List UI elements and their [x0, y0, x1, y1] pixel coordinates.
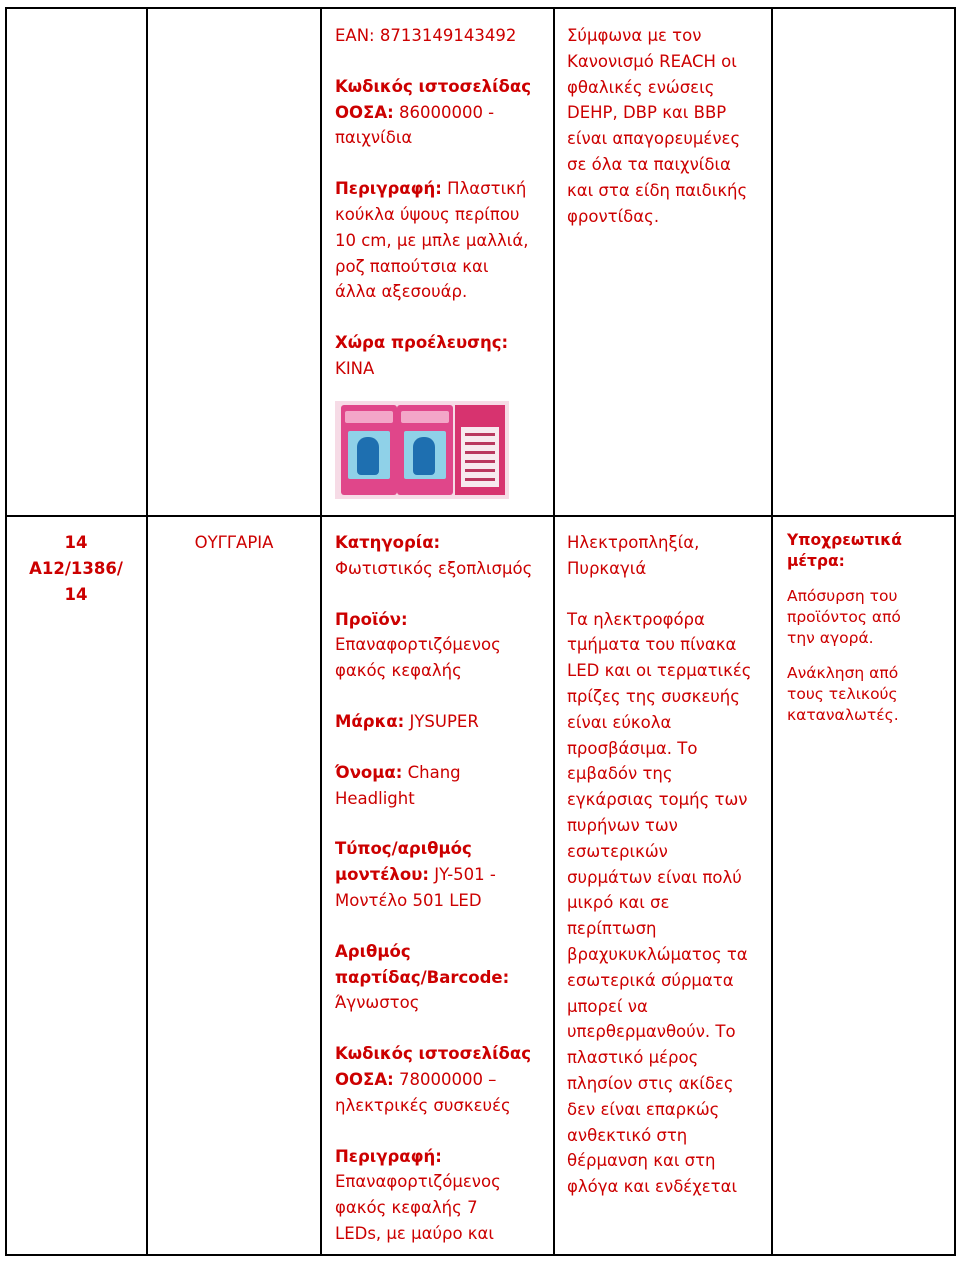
risk-line: περίπτωση [567, 919, 657, 939]
risk-line: υπερθερμανθούν. Το [567, 1022, 736, 1042]
risk-line: είναι απαγορευμένες [567, 129, 741, 149]
batch-label: Αριθμός [335, 941, 411, 961]
row2-reference [6, 530, 146, 607]
measure-recall [787, 663, 902, 726]
package-back-image [455, 405, 505, 495]
risk-title-line: Ηλεκτροπληξία, [567, 533, 700, 552]
row2-risk-text [567, 530, 751, 1200]
measure-line: Απόσυρση του [787, 587, 898, 605]
product [335, 607, 532, 684]
reference-line: 14 [64, 584, 88, 604]
model-value: Μοντέλο 501 LED [335, 890, 482, 910]
measures-title [787, 530, 902, 572]
column-divider [771, 7, 773, 1256]
country-value: ΟΥΓΓΑΡΙΑ [194, 533, 274, 552]
reference-line: 14 [64, 533, 88, 552]
web-code-label: ΟΟΣΑ: [335, 102, 394, 122]
origin-value: ΚΙΝΑ [335, 358, 375, 378]
ean-value: 8713149143492 [379, 26, 517, 45]
risk-line: φροντίδας. [567, 206, 660, 226]
risk-line: φλόγα και ενδέχεται [567, 1177, 738, 1197]
web-code-label: Κωδικός ιστοσελίδας [335, 76, 531, 96]
origin [335, 330, 531, 382]
description-line: κούκλα ύψους περίπου [335, 204, 520, 224]
row1-risk-text [567, 23, 747, 229]
brand-value: JYSUPER [409, 711, 479, 731]
ean-label: EAN: [335, 26, 375, 45]
description-line: 10 cm, με μπλε μαλλιά, [335, 230, 529, 250]
risk-line: συρμάτων είναι πολύ [567, 867, 742, 887]
description-line: ροζ παπούτσια και [335, 256, 489, 276]
description [335, 1144, 532, 1247]
name-value: Headlight [335, 788, 415, 808]
origin-label: Χώρα προέλευσης: [335, 333, 509, 353]
ean [335, 23, 531, 49]
risk-line: LED και οι τερματικές [567, 661, 752, 681]
name-value: Chang [407, 762, 461, 782]
risk-line: εγκάρσιας τομής των [567, 790, 748, 810]
product-line: φακός κεφαλής [335, 661, 462, 681]
description-line: Επαναφορτιζόμενος [335, 1172, 501, 1192]
row2-country [148, 530, 320, 556]
measure-line: τους τελικούς [787, 685, 898, 703]
risk-line: Τα ηλεκτροφόρα [567, 609, 705, 629]
web-code [335, 74, 531, 151]
web-code-value: παιχνίδια [335, 128, 413, 148]
reference-line: A12/1386/ [29, 558, 123, 578]
risk-description [567, 607, 751, 1200]
model [335, 836, 532, 913]
risk-line: τμήματα του πίνακα [567, 635, 737, 655]
risk-line: πρίζες της συσκευής [567, 686, 740, 706]
description-label: Περιγραφή: [335, 1146, 442, 1166]
doll-package-image [397, 405, 453, 495]
measure-line: την αγορά. [787, 629, 874, 647]
row2-measures [787, 530, 902, 740]
product-line: Επαναφορτιζόμενος [335, 635, 501, 655]
risk-line: δεν είναι επαρκώς [567, 1099, 720, 1119]
web-code-value: 78000000 – [398, 1069, 497, 1089]
batch-value: Άγνωστος [335, 993, 420, 1013]
risk-line: μπορεί να [567, 996, 648, 1016]
risk-line: DEHP, DBP και BBP [567, 103, 727, 123]
risk-line: φθαλικές ενώσεις [567, 77, 715, 97]
web-code-value: ηλεκτρικές συσκευές [335, 1095, 511, 1115]
risk-line: πλησίον στις ακίδες [567, 1073, 734, 1093]
risk-line: βραχυκυκλώματος τα [567, 944, 748, 964]
measure-line: καταναλωτές. [787, 706, 899, 724]
risk-title [567, 530, 751, 582]
batch-label: παρτίδας/Barcode: [335, 967, 510, 987]
description-line: LEDs, με μαύρο και [335, 1223, 494, 1243]
description-line: άλλα αξεσουάρ. [335, 282, 468, 302]
risk-line: εσωτερικών [567, 841, 668, 861]
category [335, 530, 532, 582]
description [335, 176, 531, 305]
risk-line: είναι εύκολα [567, 712, 672, 732]
name-label: Όνομα: [335, 762, 403, 782]
risk-title-line: Πυρκαγιά [567, 558, 647, 578]
row1-product-details [335, 23, 531, 407]
row-divider [5, 515, 956, 517]
risk-line: προσβάσιμα. Το [567, 738, 698, 758]
name [335, 760, 532, 812]
web-code-value: 86000000 - [398, 102, 495, 122]
risk-line: εμβαδόν της [567, 764, 673, 784]
measure-line: Ανάκληση από [787, 664, 899, 682]
web-code [335, 1041, 532, 1118]
risk-line: σε όλα τα παιχνίδια [567, 154, 731, 174]
brand [335, 709, 532, 735]
model-label: Τύπος/αριθμός [335, 839, 472, 859]
batch [335, 939, 532, 1016]
description-line: Πλαστική [447, 179, 527, 199]
column-divider [320, 7, 322, 1256]
web-code-label: Κωδικός ιστοσελίδας [335, 1044, 531, 1064]
row2-product-details [335, 530, 532, 1272]
product-label: Προϊόν: [335, 609, 408, 629]
risk-line: Κανονισμό REACH οι [567, 51, 737, 71]
risk-line: ανθεκτικό στη [567, 1125, 688, 1145]
category-value: Φωτιστικός εξοπλισμός [335, 558, 533, 578]
risk-line: πλαστικό μέρος [567, 1048, 699, 1068]
brand-label: Μάρκα: [335, 711, 405, 731]
risk-line: Σύμφωνα με τον [567, 26, 702, 45]
column-divider [146, 7, 148, 1256]
web-code-label: ΟΟΣΑ: [335, 1069, 394, 1089]
model-value: JY-501 - [434, 865, 496, 885]
description-line: φακός κεφαλής 7 [335, 1198, 478, 1218]
measures-label: Υποχρεωτικά [787, 531, 902, 549]
risk-line: θέρμανση και στη [567, 1151, 716, 1171]
measure-withdrawal [787, 586, 902, 649]
doll-package-image [341, 405, 397, 495]
column-divider [553, 7, 555, 1256]
product-photo [335, 401, 509, 499]
risk-line: εσωτερικά σύρματα [567, 970, 734, 990]
risk-line: πυρήνων των [567, 815, 678, 835]
measures-label: μέτρα: [787, 552, 845, 570]
risk-line: και στα είδη παιδικής [567, 180, 748, 200]
measure-line: προϊόντος από [787, 608, 901, 626]
description-label: Περιγραφή: [335, 179, 442, 199]
model-label: μοντέλου: [335, 865, 429, 885]
category-label: Κατηγορία: [335, 533, 441, 552]
risk-line: μικρό και σε [567, 893, 670, 913]
